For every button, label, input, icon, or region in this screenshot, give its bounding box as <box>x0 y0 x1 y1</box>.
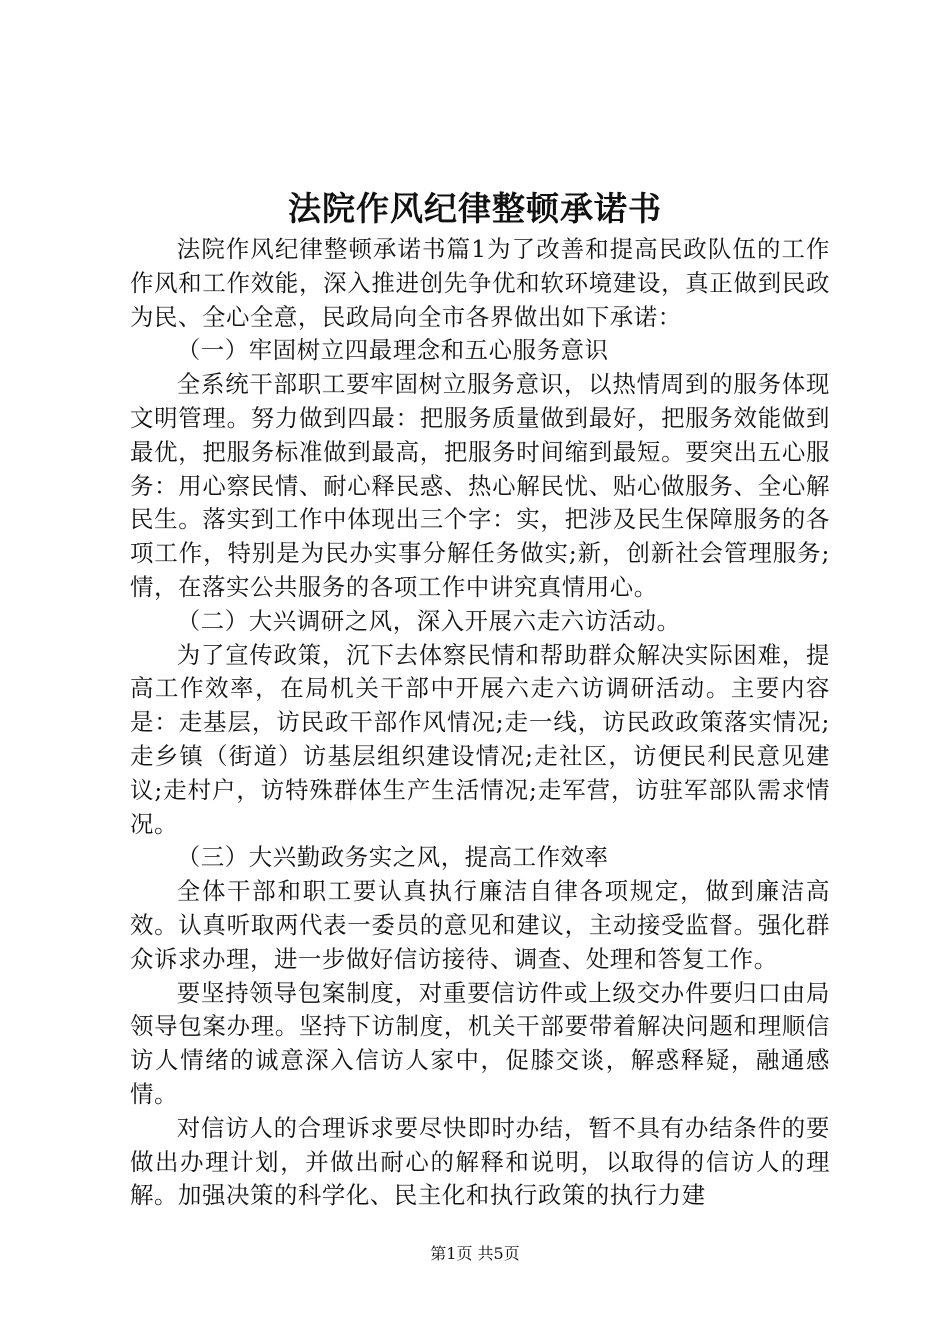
paragraph-section-3c: 对信访人的合理诉求要尽快即时办结，暂不具有办结条件的要做出办理计划，并做出耐心的解释和说明，以取得的信访人的理解。加强决策的科学化、民主化和执行政策的执行力建 <box>130 1113 830 1210</box>
paragraph-section-3b: 要坚持领导包案制度，对重要信访件或上级交办件要归口由局领导包案办理。坚持下访制度，机关干部要带着解决问题和理顺信访人情绪的诚意深入信访人家中，促膝交谈，解惑释疑，融通感情。 <box>130 978 830 1108</box>
document-body <box>130 233 830 1213</box>
section-heading-3: （三）大兴勤政务实之风，提高工作效率 <box>176 843 609 872</box>
paragraph-section-2: 为了宣传政策，沉下去体察民情和帮助群众解决实际困难，提高工作效率，在局机关干部中开展六走六访调研活动。主要内容是：走基层，访民政干部作风情况;走一线，访民政政策落实情况;走乡镇（街道）访基层组织建设情况;走社区，访便民利民意见建议;走村户，访特殊群体生产生活情况;走军营，访驻军部队需求情况。 <box>130 640 830 838</box>
paragraph-section-1: 全系统干部职工要牢固树立服务意识，以热情周到的服务体现文明管理。努力做到四最：把服务质量做到最好，把服务效能做到最优，把服务标准做到最高，把服务时间缩到最短。要突出五心服务：用心察民情、耐心释民惑、热心解民忧、贴心做服务、全心解民生。落实到工作中体现出三个字：实，把涉及民生保障服务的各项工作，特别是为民办实事分解任务做实;新，创新社会管理服务;情，在落实公共服务的各项工作中讲究真情用心。 <box>130 370 830 601</box>
section-heading-2: （二）大兴调研之风，深入开展六走六访活动。 <box>176 606 681 635</box>
document-title: 法院作风纪律整顿承诺书 <box>288 189 662 228</box>
page-number-footer: 第1页 共5页 <box>430 1244 520 1263</box>
paragraph-intro: 法院作风纪律整顿承诺书篇1为了改善和提高民政队伍的工作作风和工作效能，深入推进创先争优和软环境建设，真正做到民政为民、全心全意，民政局向全市各界做出如下承诺： <box>130 235 830 331</box>
section-heading-1: （一）牢固树立四最理念和五心服务意识 <box>176 336 609 365</box>
paragraph-section-3a: 全体干部和职工要认真执行廉洁自律各项规定，做到廉洁高效。认真听取两代表一委员的意见和建议，主动接受监督。强化群众诉求办理，进一步做好信访接待、调查、处理和答复工作。 <box>130 877 830 973</box>
